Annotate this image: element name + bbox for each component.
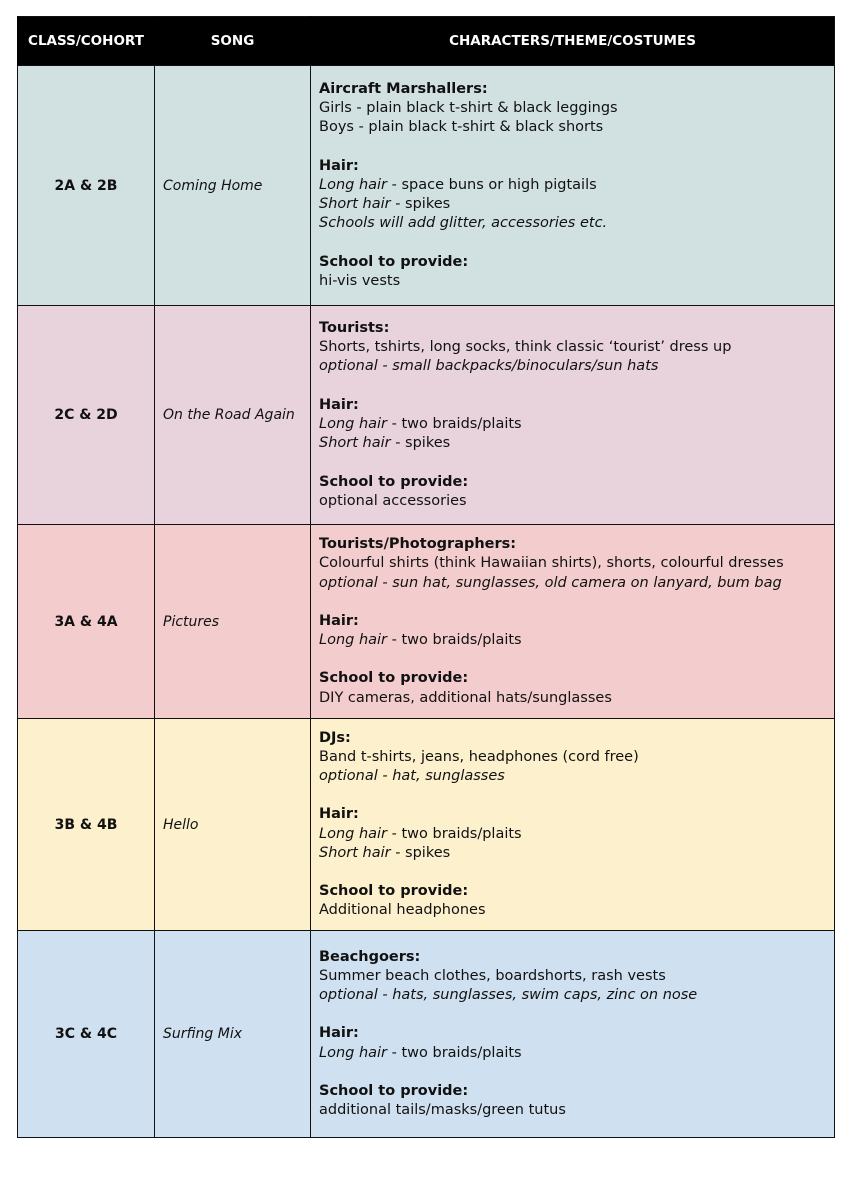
class-cohort-cell: 3A & 4A [18,525,155,719]
hair-style: - two braids/plaits [387,1044,522,1061]
table-row [18,931,835,1138]
costume-line: Band t-shirts, jeans, headphones (cord free) [319,748,639,765]
provide-text: Additional headphones [319,902,486,919]
character-title: Beachgoers: [319,948,421,965]
hair-title: Hair: [319,612,359,629]
provide-title: School to provide: [319,883,469,900]
provide-text: DIY cameras, additional hats/sunglasses [319,689,612,706]
costume-line: Colourful shirts (think Hawaiian shirts), shorts, colourful dresses [319,555,784,572]
hair-style: - two braids/plaits [387,825,522,842]
hair-type: Short hair [319,435,391,452]
header-characters: CHARACTERS/THEME/COSTUMES [311,17,835,66]
song-cell: On the Road Again [155,306,311,525]
hair-line [319,415,828,434]
class-cohort-cell: 2A & 2B [18,66,155,306]
hair-line [319,844,828,863]
provide-text: hi-vis vests [319,272,401,289]
optional-line: optional - hats, sunglasses, swim caps, zinc on nose [319,987,698,1003]
hair-type: Long hair [319,825,388,842]
hair-type: Long hair [319,1044,388,1061]
hair-type: Short hair [319,844,391,861]
song-cell: Coming Home [155,66,311,306]
hair-line [319,176,828,195]
character-title: DJs: [319,729,351,746]
character-title: Tourists/Photographers: [319,536,517,553]
hair-style: - two braids/plaits [387,416,522,432]
header-class-cohort: CLASS/COHORT [18,17,155,66]
song-cell: Hello [155,719,311,931]
hair-style: - spikes [390,435,451,452]
song-cell: Pictures [155,525,311,719]
hair-line [319,214,828,233]
provide-text: additional tails/masks/green tutus [319,1102,566,1119]
hair-type: Long hair [319,416,388,432]
costume-description-cell [311,719,835,931]
costume-description-cell [311,66,835,306]
hair-line [319,195,828,214]
hair-line [319,1044,828,1063]
costume-line: Boys - plain black t-shirt & black shorts [319,119,604,136]
costume-table [17,16,835,1138]
costume-line: Summer beach clothes, boardshorts, rash vests [319,967,666,984]
costume-description-cell [311,525,835,719]
optional-line: optional - hat, sunglasses [319,767,505,784]
hair-type: Long hair [319,632,388,649]
hair-title: Hair: [319,1025,359,1042]
costume-description-cell [311,931,835,1138]
costume-line: Shorts, tshirts, long socks, think classic ‘tourist’ dress up [319,339,732,356]
optional-line: optional - sun hat, sunglasses, old camera on lanyard, bum bag [319,574,782,591]
hair-type: Long hair [319,176,388,193]
provide-title: School to provide: [319,670,469,687]
hair-title: Hair: [319,396,359,413]
table-header [18,17,835,66]
hair-style: - two braids/plaits [387,632,522,649]
table-row [18,719,835,931]
table-row [18,66,835,306]
hair-type: Schools will add glitter, accessories etc. [319,215,608,232]
hair-style: - space buns or high pigtails [387,176,597,193]
provide-title: School to provide: [319,1082,469,1099]
class-cohort-cell: 2C & 2D [18,306,155,525]
provide-title: School to provide: [319,473,469,490]
hair-style: - spikes [390,844,451,861]
character-title: Aircraft Marshallers: [319,80,488,97]
provide-text: optional accessories [319,492,467,509]
optional-line: optional - small backpacks/binoculars/sun hats [319,358,659,375]
provide-title: School to provide: [319,253,469,270]
hair-line [319,631,828,650]
hair-style: - spikes [390,196,451,213]
hair-line [319,825,828,844]
table-body [18,66,835,1138]
hair-title: Hair: [319,806,359,823]
character-title: Tourists: [319,320,390,336]
hair-title: Hair: [319,157,359,174]
costume-description-cell [311,306,835,525]
header-song: SONG [155,17,311,66]
song-cell: Surfing Mix [155,931,311,1138]
table-row [18,306,835,525]
hair-line [319,434,828,453]
class-cohort-cell: 3C & 4C [18,931,155,1138]
class-cohort-cell: 3B & 4B [18,719,155,931]
costume-line: Girls - plain black t-shirt & black leggings [319,100,618,117]
table-row [18,525,835,719]
hair-type: Short hair [319,196,391,213]
